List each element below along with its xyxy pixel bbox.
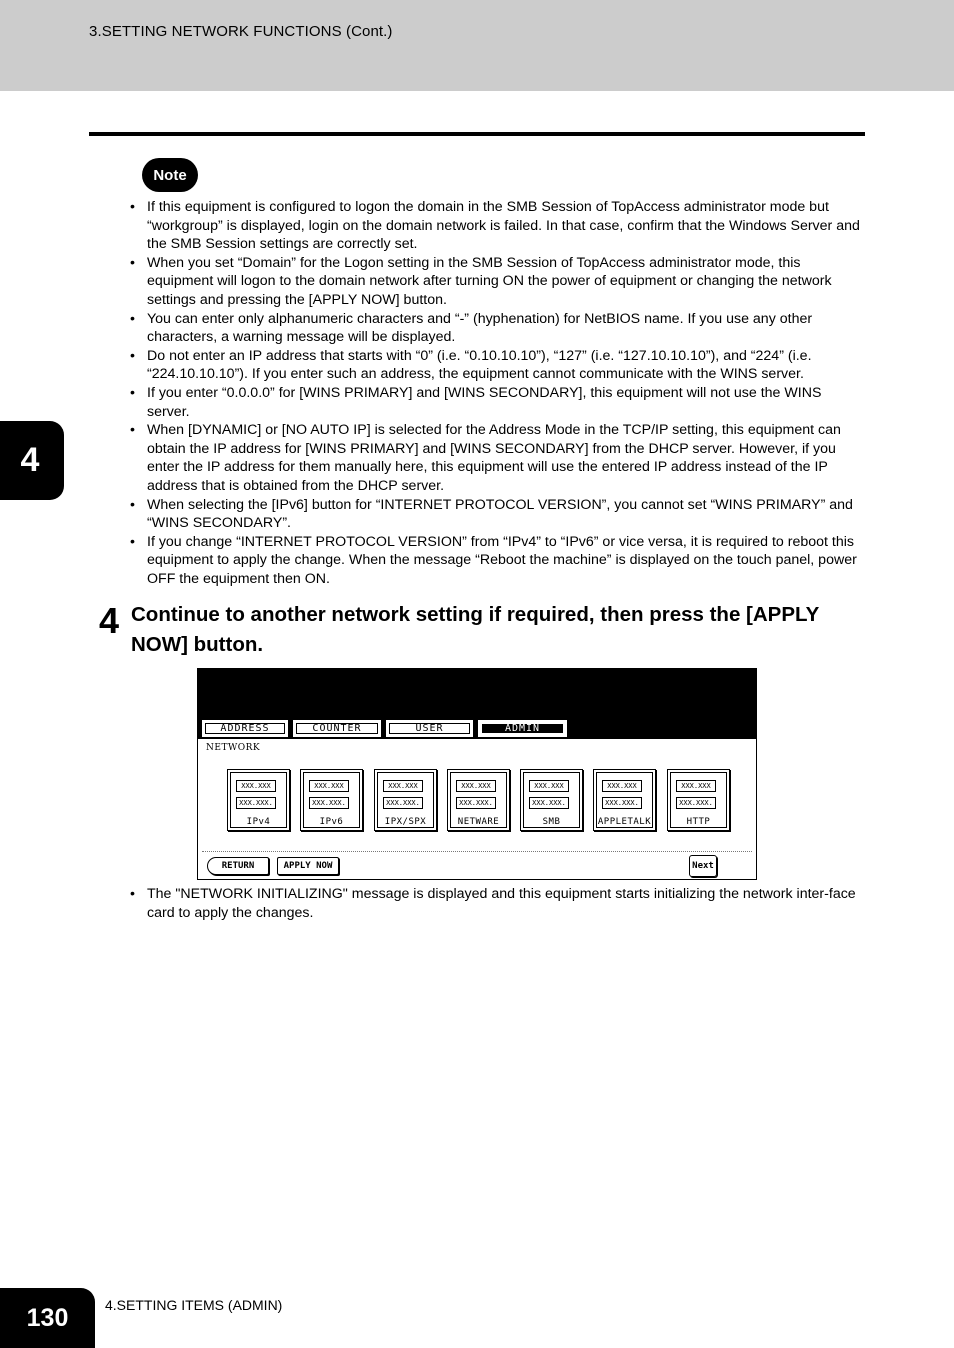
appletalk-button[interactable]: XXX.XXX XXX.XXX. APPLETALK [593, 769, 656, 831]
field-icon: XXX.XXX. [602, 797, 642, 809]
field-icon: XXX.XXX. [383, 797, 423, 809]
note-item: • You can enter only alphanumeric characters and “-” (hyphenation) for NetBIOS name. If you use any other characters, a warning message will be displayed. [130, 310, 865, 347]
tab-counter[interactable]: COUNTER [293, 720, 381, 737]
field-icon: XXX.XXX [236, 780, 276, 792]
field-icon: XXX.XXX [602, 780, 642, 792]
smb-button[interactable]: XXX.XXX XXX.XXX. SMB [520, 769, 583, 831]
note-item: • If this equipment is configured to logon the domain in the SMB Session of TopAccess administrator mode but “workgroup” is displayed, login on the domain network is failed. In that case, confirm that the Windows Server and the SMB Session settings are correctly set. [130, 198, 865, 254]
ipv4-button[interactable]: XXX.XXX XXX.XXX. IPv4 [227, 769, 290, 831]
panel-header [198, 669, 756, 739]
touch-panel-screenshot [197, 668, 757, 880]
ipv6-button[interactable]: XXX.XXX XXX.XXX. IPv6 [300, 769, 363, 831]
tab-user[interactable]: USER [386, 720, 473, 737]
header-band [0, 0, 954, 91]
result-list [130, 885, 865, 922]
field-icon: XXX.XXX. [309, 797, 349, 809]
note-item: • When [DYNAMIC] or [NO AUTO IP] is selected for the Address Mode in the TCP/IP setting, this equipment can obtain the IP address for [WINS PRIMARY] and [WINS SECONDARY] from the DHCP server. However, if you enter the IP address for them manually here, this equipment will use the entered IP address instead of the IP address that is obtained from the DHCP server. [130, 421, 865, 495]
section-rule [89, 132, 865, 136]
field-icon: XXX.XXX. [529, 797, 569, 809]
field-icon: XXX.XXX [456, 780, 496, 792]
apply-now-button[interactable]: APPLY NOW [277, 857, 339, 875]
note-badge: Note [142, 158, 198, 192]
footer-chapter-title: 4.SETTING ITEMS (ADMIN) [105, 1297, 283, 1313]
section-title: 3.SETTING NETWORK FUNCTIONS (Cont.) [89, 23, 393, 40]
http-button[interactable]: XXX.XXX XXX.XXX. HTTP [667, 769, 730, 831]
field-icon: XXX.XXX [529, 780, 569, 792]
note-item: • When selecting the [IPv6] button for “INTERNET PROTOCOL VERSION”, you cannot set “WINS PRIMARY” and “WINS SECONDARY”. [130, 496, 865, 533]
field-icon: XXX.XXX [676, 780, 716, 792]
field-icon: XXX.XXX. [676, 797, 716, 809]
step-instruction: Continue to another network setting if required, then press the [APPLY NOW] button. [131, 603, 819, 656]
field-icon: XXX.XXX. [456, 797, 496, 809]
step-number: 4 [99, 600, 120, 641]
note-item: • When you set “Domain” for the Logon setting in the SMB Session of TopAccess administrator mode, this equipment will logon to the domain network after turning ON the power of equipment or changing the network settings and pressing the [APPLY NOW] button. [130, 254, 865, 310]
field-icon: XXX.XXX. [236, 797, 276, 809]
note-item: • Do not enter an IP address that starts with “0” (i.e. “0.10.10.10”), “127” (i.e. “127.10.10.10”), and “224” (i.e. “224.10.10.10”). If you enter such an address, the equipment cannot communicate with the WINS server. [130, 347, 865, 384]
tab-address[interactable]: ADDRESS [202, 720, 288, 737]
page-number: 130 [0, 1288, 95, 1348]
network-label: NETWORK [206, 743, 261, 753]
note-item: • If you change “INTERNET PROTOCOL VERSION” from “IPv4” to “IPv6” or vice versa, it is required to reboot this equipment to apply the change. When the message “Reboot the machine” is displayed on the touch panel, power OFF the equipment then ON. [130, 533, 865, 589]
chapter-tab: 4 [0, 421, 64, 500]
field-icon: XXX.XXX [309, 780, 349, 792]
field-icon: XXX.XXX [383, 780, 423, 792]
ipx-spx-button[interactable]: XXX.XXX XXX.XXX. IPX/SPX [374, 769, 437, 831]
tab-admin[interactable]: ADMIN [478, 720, 567, 737]
next-button[interactable]: Next [689, 855, 717, 877]
return-button[interactable]: RETURN [207, 857, 269, 875]
divider [202, 851, 752, 852]
result-item: • The "NETWORK INITIALIZING" message is displayed and this equipment starts initializing the network inter-face card to apply the changes. [130, 885, 865, 922]
note-list [130, 198, 865, 588]
netware-button[interactable]: XXX.XXX XXX.XXX. NETWARE [447, 769, 510, 831]
note-item: • If you enter “0.0.0.0” for [WINS PRIMARY] and [WINS SECONDARY], this equipment will not use the WINS server. [130, 384, 865, 421]
